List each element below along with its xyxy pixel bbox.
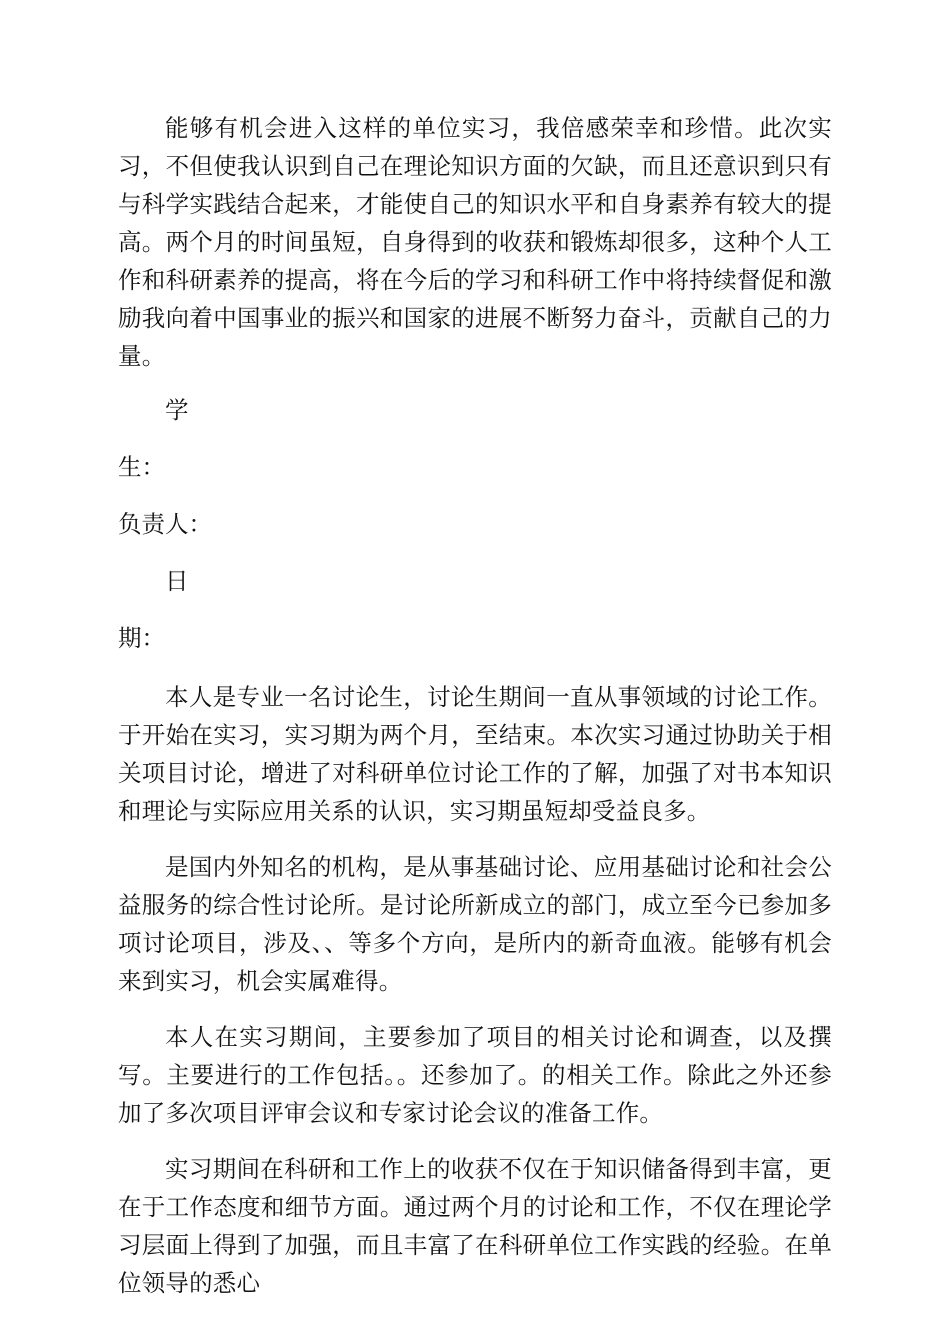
student-label-line-1: 学	[165, 396, 189, 424]
date-label-line-2: 期：	[118, 624, 165, 652]
date-label-line-1: 日	[165, 567, 189, 595]
student-label-line-2: 生：	[118, 453, 165, 481]
paragraph-institution: 是国内外知名的机构，是从事基础讨论、应用基础讨论和社会公益服务的综合性讨论所。是讨论所新成立的部门，成立至今已参加多项讨论项目，涉及、、等多个方向，是所内的新奇血液。能够有机会来到实习，机会实属难得。	[118, 853, 832, 995]
document-body	[118, 109, 832, 1302]
paragraph-gratitude: 能够有机会进入这样的单位实习，我倍感荣幸和珍惜。此次实习，不但使我认识到自己在理论知识方面的欠缺，而且还意识到只有与科学实践结合起来，才能使自己的知识水平和自身素养有较大的提高。两个月的时间虽短，自身得到的收获和锻炼却很多，这种个人工作和科研素养的提高，将在今后的学习和科研工作中将持续督促和激励我向着中国事业的振兴和国家的进展不断努力奋斗，贡献自己的力量。	[118, 114, 832, 370]
paragraph-duties: 本人在实习期间，主要参加了项目的相关讨论和调查，以及撰写。主要进行的工作包括。。还参加了。的相关工作。除此之外还参加了多次项目评审会议和专家讨论会议的准备工作。	[118, 1023, 832, 1127]
person-in-charge-label: 负责人：	[118, 510, 212, 538]
paragraph-gains: 实习期间在科研和工作上的收获不仅在于知识储备得到丰富，更在于工作态度和细节方面。通过两个月的讨论和工作，不仅在理论学习层面上得到了加强，而且丰富了在科研单位工作实践的经验。在单位领导的悉心	[118, 1155, 832, 1297]
paragraph-intro: 本人是专业一名讨论生，讨论生期间一直从事领域的讨论工作。于开始在实习，实习期为两个月，至结束。本次实习通过协助关于相关项目讨论，增进了对科研单位讨论工作的了解，加强了对书本知识和理论与实际应用关系的认识，实习期虽短却受益良多。	[118, 683, 832, 825]
